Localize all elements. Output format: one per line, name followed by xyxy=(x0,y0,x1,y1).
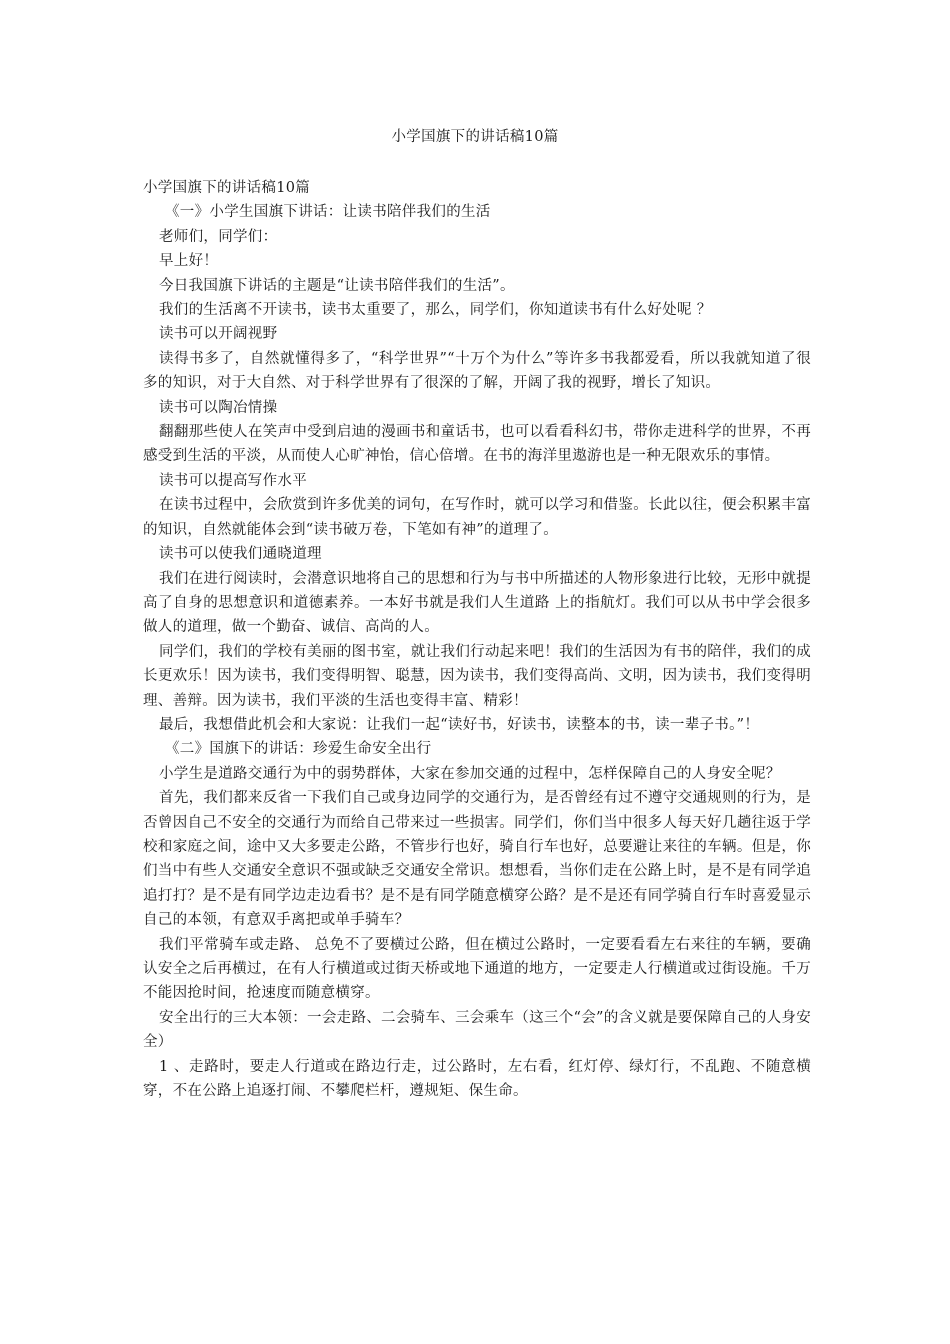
paragraph: 读书可以提高写作水平 xyxy=(159,472,307,489)
paragraph: 读得书多了，自然就懂得多了，“科学世界”“十万个为什么”等许多书我都爱看，所以我就知道了很多的知识，对于大自然、对于科学世界有了很深的了解，开阔了我的视野，增长了知识。 xyxy=(143,350,811,392)
paragraph: 读书可以使我们通晓道理 xyxy=(159,546,322,563)
paragraph: 《二》国旗下的讲话：珍爱生命安全出行 xyxy=(165,741,432,758)
document-body xyxy=(143,176,811,1103)
paragraph: 《一》小学生国旗下讲话：让读书陪伴我们的生活 xyxy=(165,204,491,221)
paragraph: 我们的生活离不开读书，读书太重要了，那么，同学们，你知道读书有什么好处呢 ？ xyxy=(159,302,712,319)
paragraph: 最后，我想借此机会和大家说：让我们一起“读好书，好读书，读整本的书，读一辈子书。”！ xyxy=(159,716,760,733)
paragraph: 安全出行的三大本领：一会走路、二会骑车、三会乘车（这三个“会”的含义就是要保障自己的人身安全） xyxy=(143,1009,811,1051)
document-title: 小学国旗下的讲话稿10篇 xyxy=(391,129,559,145)
paragraph: 老师们，同学们： xyxy=(159,228,278,245)
paragraph: 1 、走路时，要走人行道或在路边行走，过公路时，左右看，红灯停、绿灯行，不乱跑、不随意横穿，不在公路上追逐打闹、不攀爬栏杆，遵规矩、保生命。 xyxy=(143,1058,811,1100)
paragraph: 小学国旗下的讲话稿10篇 xyxy=(143,180,311,196)
paragraph: 我们在进行阅读时，会潜意识地将自己的思想和行为与书中所描述的人物形象进行比较，无形中就提高了自身的思想意识和道德素养。一本好书就是我们人生道路 上的指航灯。我们可以从书中学会很多做人的道理，做一个勤奋、诚信、高尚的人。 xyxy=(143,570,811,636)
paragraph: 首先，我们都来反省一下我们自己或身边同学的交通行为，是否曾经有过不遵守交通规则的行为，是否曾因自己不安全的交通行为而给自己带来过一些损害。同学们，你们当中很多人每天好几趟往返于学校和家庭之间，途中又大多要走公路，不管步行也好，骑自行车也好，总要避让来往的车辆。但是，你们当中有些人交通安全意识不强或缺乏交通安全常识。想想看，当你们走在公路上时，是不是有同学追追打打？是不是有同学边走边看书？是不是有同学随意横穿公路？是不是还有同学骑自行车时喜爱显示自己的本领，有意双手离把或单手骑车？ xyxy=(143,790,811,929)
paragraph: 小学生是道路交通行为中的弱势群体，大家在参加交通的过程中，怎样保障自己的人身安全呢？ xyxy=(159,765,781,782)
paragraph: 在读书过程中，会欣赏到许多优美的词句，在写作时，就可以学习和借鉴。长此以往，便会积累丰富的知识，自然就能体会到“读书破万卷，下笔如有神”的道理了。 xyxy=(143,497,811,538)
paragraph: 同学们，我们的学校有美丽的图书室，就让我们行动起来吧！我们的生活因为有书的陪伴，我们的成长更欢乐！因为读书，我们变得明智、聪慧，因为读书，我们变得高尚、文明，因为读书，我们变得明理、善辩。因为读书，我们平淡的生活也变得丰富、精彩！ xyxy=(143,643,811,709)
paragraph: 早上好！ xyxy=(159,253,219,270)
paragraph: 今日我国旗下讲话的主题是“让读书陪伴我们的生活”。 xyxy=(159,277,515,294)
paragraph: 我们平常骑车或走路、 总免不了要横过公路，但在横过公路时，一定要看看左右来往的车辆，要确认安全之后再横过，在有人行横道或过街天桥或地下通道的地方，一定要走人行横道或过街设施。千万不能因抢时间，抢速度而随意横穿。 xyxy=(143,936,811,1002)
paragraph: 翻翻那些使人在笑声中受到启迪的漫画书和童话书，也可以看看科幻书，带你走进科学的世界，不再感受到生活的平淡，从而使人心旷神怡，信心倍增。在书的海洋里遨游也是一种无限欢乐的事情。 xyxy=(143,424,811,465)
paragraph: 读书可以陶冶情操 xyxy=(159,399,278,416)
paragraph: 读书可以开阔视野 xyxy=(159,326,278,343)
